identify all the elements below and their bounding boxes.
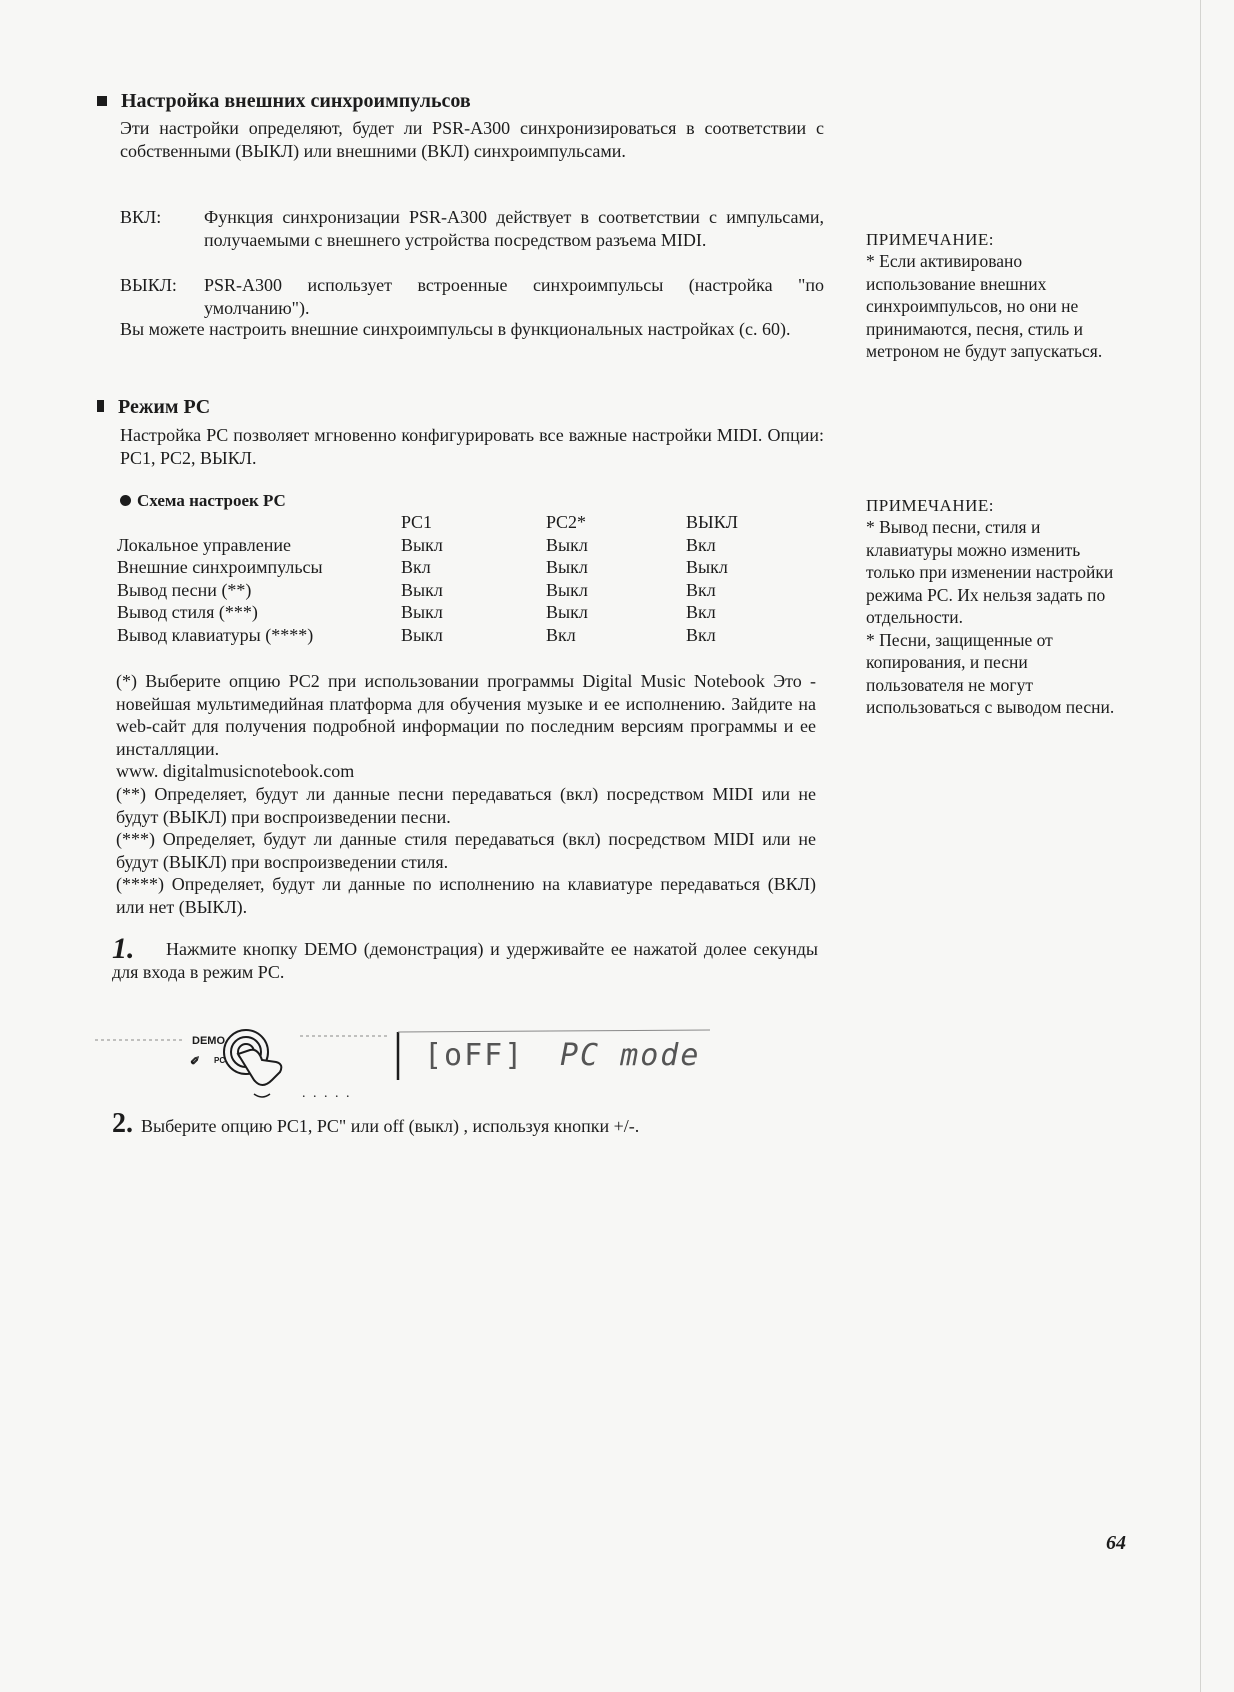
note-2-text-1: * Вывод песни, стиля и клавиатуры можно изменить только при изменении настройки режима PC. Их нельзя задать по отдельности. xyxy=(866,517,1114,627)
table-cell: Вкл xyxy=(686,579,716,600)
section-ext-clock-title xyxy=(97,90,471,113)
table-title xyxy=(120,491,286,511)
table-cell: Вывод стиля (***) xyxy=(117,602,258,622)
table-cell: Внешние синхроимпульсы xyxy=(117,557,323,577)
off-text: PSR-A300 использует встроенные синхроимпульсы (настройка "по умолчанию"). xyxy=(204,275,824,318)
step-1-number: 1. xyxy=(112,932,135,965)
hand-pressing-button-icon xyxy=(224,1030,281,1097)
section-pc-mode-title-text: Режим PC xyxy=(118,396,211,418)
table-row xyxy=(117,535,786,558)
table-cell: Вывод клавиатуры (****) xyxy=(117,624,314,645)
page-number: 64 xyxy=(1106,1532,1126,1554)
table-cell: Вкл xyxy=(686,602,716,622)
on-text: Функция синхронизации PSR-A300 действует в соответствии с импульсами, получаемыми с внешнего устройства посредством разъема MIDI. xyxy=(204,207,824,250)
table-cell: Вкл xyxy=(686,534,716,555)
step-1-text: Нажмите кнопку DEMO (демонстрация) и удерживайте ее нажатой долее секунды для входа в режим PC. xyxy=(112,939,818,982)
pc-pen-icon: ✐ xyxy=(190,1054,201,1068)
table-cell: Вкл xyxy=(686,624,716,645)
table-cell: Выкл xyxy=(401,624,443,645)
table-header-cell xyxy=(117,512,401,535)
table-cell: Вкл xyxy=(401,557,431,577)
note-1 xyxy=(866,230,1118,363)
step-2-number: 2. xyxy=(112,1108,133,1139)
round-bullet-icon xyxy=(120,495,131,506)
table-cell: Выкл xyxy=(546,602,588,622)
lcd-left-text: [oFF] xyxy=(424,1038,525,1073)
step-1 xyxy=(112,932,818,983)
pc-settings-table xyxy=(117,512,786,647)
table-header-off: ВЫКЛ xyxy=(686,512,738,532)
footnote-3: (***) Определяет, будут ли данные стиля передаваться (вкл) посредством MIDI или не будут (ВЫКЛ) при воспроизведении стиля. xyxy=(116,829,816,872)
dots: . . . . . xyxy=(302,1086,352,1101)
note-1-text: * Если активировано использование внешних синхроимпульсов, но они не принимаются, песня, стиль и метроном не будут запускаться. xyxy=(866,251,1103,361)
section-ext-clock-intro: Эти настройки определяют, будет ли PSR-A300 синхронизироваться в соответствии с собственными (ВЫКЛ) или внешними (ВКЛ) синхроимпульсами. xyxy=(120,118,824,161)
footnotes xyxy=(116,670,816,919)
note-2-title: ПРИМЕЧАНИЕ: xyxy=(866,496,994,515)
table-title-text: Схема настроек PC xyxy=(137,491,286,510)
table-cell: Выкл xyxy=(401,602,443,622)
on-label: ВКЛ: xyxy=(120,207,162,227)
off-definition xyxy=(120,274,824,319)
table-cell: Вывод песни (**) xyxy=(117,579,252,600)
section-pc-mode-intro: Настройка PC позволяет мгновенно конфигурировать все важные настройки MIDI. Опции: PC1, PC2, ВЫКЛ. xyxy=(120,425,824,468)
table-cell: Выкл xyxy=(401,534,443,555)
table-row xyxy=(117,625,786,648)
table-cell: Выкл xyxy=(546,557,588,577)
pc-label: PC xyxy=(214,1056,226,1065)
footnote-2: (**) Определяет, будут ли данные песни передаваться (вкл) посредством MIDI или не будут (ВЫКЛ) при воспроизведении песни. xyxy=(116,783,816,827)
table-header-pc2: PC2* xyxy=(546,512,587,532)
table-cell: Выкл xyxy=(686,557,728,577)
table-cell: Выкл xyxy=(401,579,443,600)
footnote-4: (****) Определяет, будут ли данные по исполнению на клавиатуре передаваться (ВКЛ) или нет (ВЫКЛ). xyxy=(116,874,816,917)
step-2 xyxy=(112,1108,639,1140)
square-bullet-icon xyxy=(97,96,107,106)
square-bullet-icon xyxy=(97,400,104,412)
table-row xyxy=(117,557,786,580)
on-definition xyxy=(120,206,824,251)
table-cell: Вкл xyxy=(546,624,576,645)
page-edge xyxy=(1200,0,1201,1692)
lcd-right-text: PC mode xyxy=(560,1038,701,1073)
note-1-title: ПРИМЕЧАНИЕ: xyxy=(866,230,994,249)
table-row xyxy=(117,580,786,603)
footnote-1: (*) Выберите опцию PC2 при использовании программы Digital Music Notebook Это - новейшая мультимедийная платформа для обучения музыке и ее исполнению. Зайдите на web-сайт для получения подробной информации по последним версиям программы и ее инсталляции. xyxy=(116,671,816,759)
table-cell: Выкл xyxy=(546,579,588,600)
section-ext-clock-footer: Вы можете настроить внешние синхроимпульсы в функциональных настройках (с. 60). xyxy=(120,319,791,339)
footnote-1-url: www. digitalmusicnotebook.com xyxy=(116,761,355,782)
table-cell: Выкл xyxy=(546,534,588,555)
note-2 xyxy=(866,496,1118,719)
off-label: ВЫКЛ: xyxy=(120,275,177,295)
section-ext-clock-title-text: Настройка внешних синхроимпульсов xyxy=(121,90,471,112)
note-2-text-2: * Песни, защищенные от копирования, и песни пользователя не могут использоваться с выводом песни. xyxy=(866,629,1115,717)
table-header-pc1: PC1 xyxy=(401,512,433,532)
table-row xyxy=(117,602,786,625)
section-pc-mode-title xyxy=(97,396,210,419)
demo-label: DEMO xyxy=(192,1035,225,1047)
table-cell: Локальное управление xyxy=(117,534,292,555)
step-2-text: Выберите опцию PC1, PC" или off (выкл) , используя кнопки +/-. xyxy=(141,1116,640,1136)
table-header-row xyxy=(117,512,786,535)
